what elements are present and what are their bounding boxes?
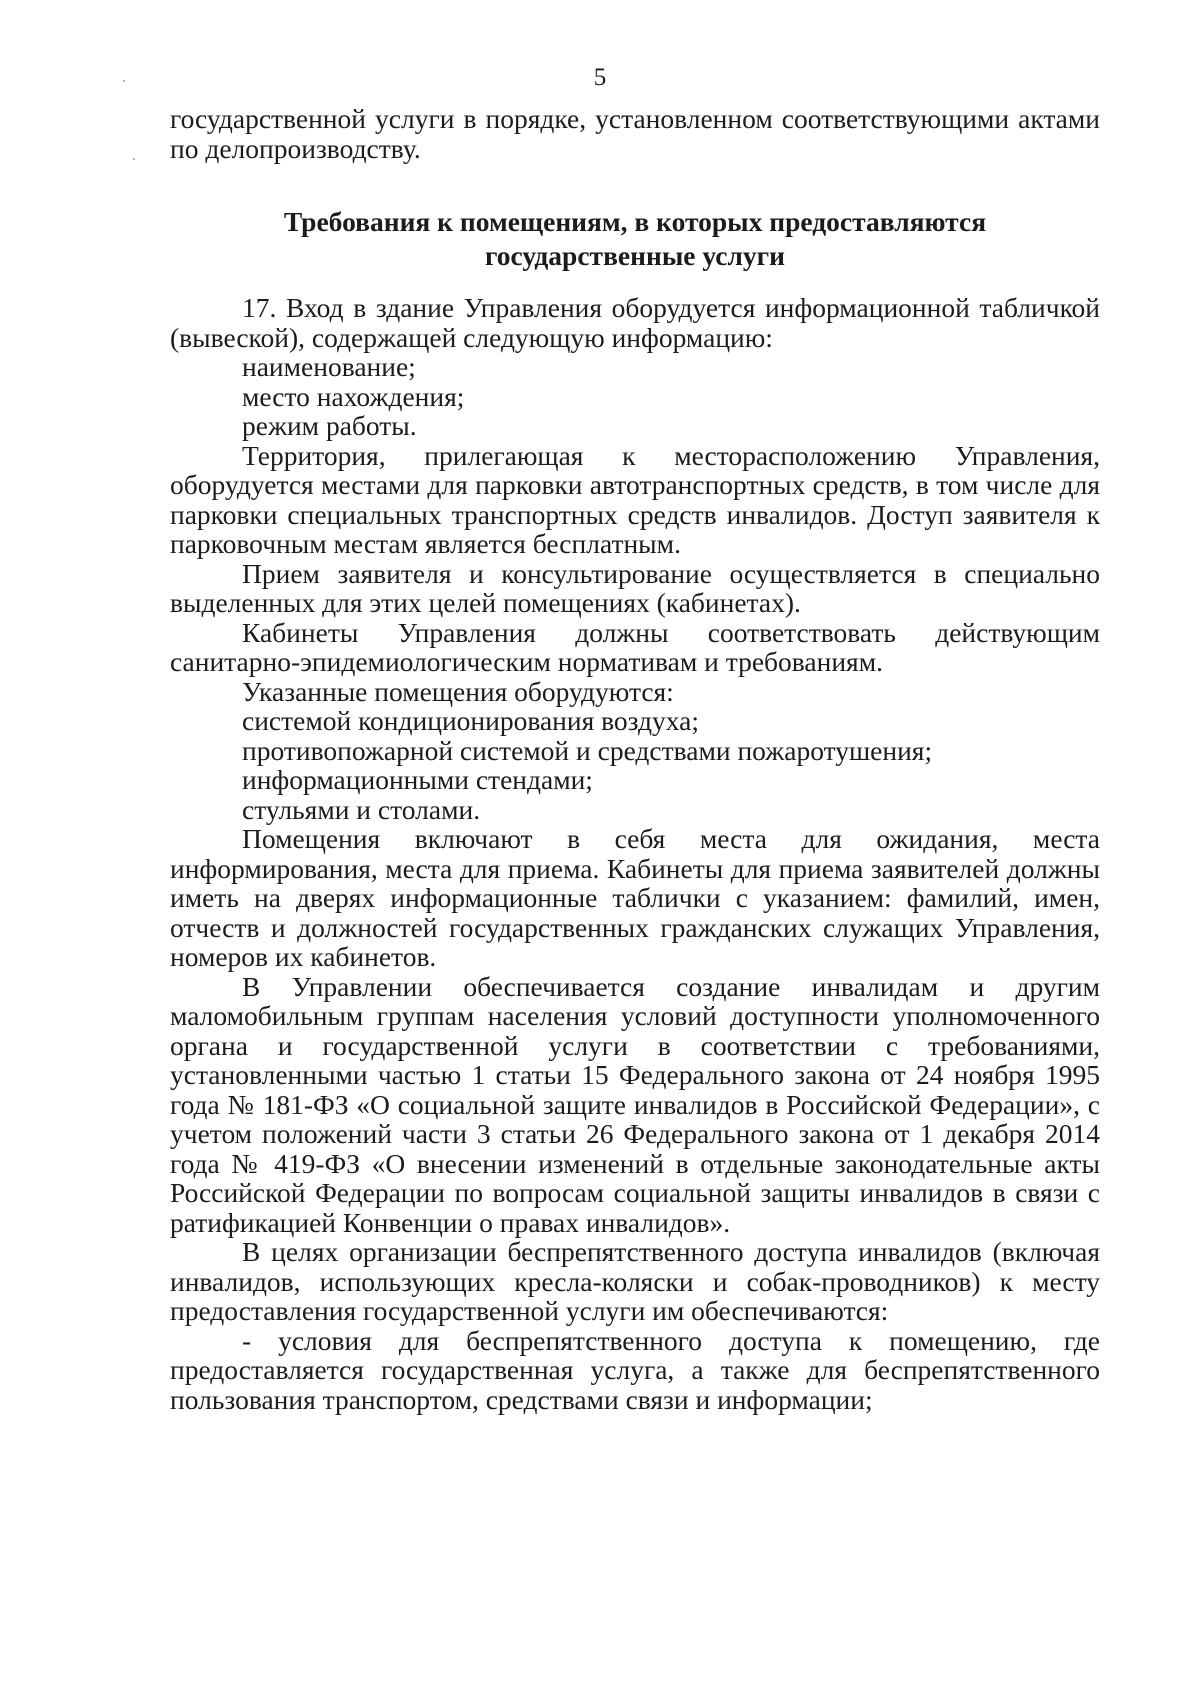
paragraph-accessibility: В Управлении обеспечивается создание инвалидам и другим маломобильным группам населения условий доступности уполномоченного органа и государственной услуги в соответствии с требованиями, установленными частью 1 статьи 15 Федерального закона от 24 ноября 1995 года № 181-ФЗ «О социальной защите инвалидов в Российской Федерации», с учетом положений части 3 статьи 26 Федерального закона от 1 декабря 2014 года № 419-ФЗ «О внесении изменений в отдельные законодательные акты Российской Федерации по вопросам социальной защиты инвалидов в связи с ратификацией Конвенции о правах инвалидов». <box>170 970 1100 1238</box>
paragraph-17: 17. Вход в здание Управления оборудуется информационной табличкой (вывеской), содержащей следующую информацию: <box>170 292 1100 353</box>
paragraph-premises: Помещения включают в себя места для ожидания, места информирования, места для приема. Кабинеты для приема заявителей должны иметь на дверях информационные таблички с указанием: фамилий, имен, отчеств и должностей государственных гражданских служащих Управления, номеров их кабинетов. <box>170 823 1100 972</box>
list-item: наименование; <box>242 351 416 382</box>
paragraph-territory: Территория, прилегающая к месторасположению Управления, оборудуется местами для парковки автотранспортных средств, в том числе для парковки специальных транспортных средств инвалидов. Доступ заявителя к парковочным местам является бесплатным. <box>170 439 1100 559</box>
scan-speck <box>133 158 135 160</box>
paragraph-equipment: Указанные помещения оборудуются: <box>242 675 674 707</box>
list-item: стульями и столами. <box>242 793 481 825</box>
page-number: 5 <box>593 64 607 91</box>
list-item: место нахождения; <box>242 380 465 412</box>
paragraph-access-organization: В целях организации беспрепятственного доступа инвалидов (включая инвалидов, использующих кресла-коляски и собак-проводников) к месту предоставления государственной услуги им обеспечиваются: <box>170 1236 1100 1326</box>
paragraph-offices: Кабинеты Управления должны соответствовать действующим санитарно-эпидемиологическим нормативам и требованиям. <box>170 616 1100 677</box>
section-heading: Требования к помещениям, в которых предоставляются государственные услуги <box>283 206 987 271</box>
document-body <box>170 104 1100 1414</box>
list-item: режим работы. <box>242 410 417 441</box>
list-item: противопожарной системой и средствами пожаротушения; <box>242 734 933 766</box>
paragraph-reception: Прием заявителя и консультирование осуществляется в специально выделенных для этих целей помещениях (кабинетах). <box>170 557 1100 618</box>
paragraph-conditions: - условия для беспрепятственного доступа к помещению, где предоставляется государственная услуга, а также для беспрепятственного пользования транспортом, средствами связи и информации; <box>170 1324 1100 1415</box>
list-item: системой кондиционирования воздуха; <box>242 705 700 736</box>
paragraph-continuation: государственной услуги в порядке, установленном соответствующими актами по делопроизводству. <box>170 103 1100 164</box>
list-item: информационными стендами; <box>242 764 593 795</box>
